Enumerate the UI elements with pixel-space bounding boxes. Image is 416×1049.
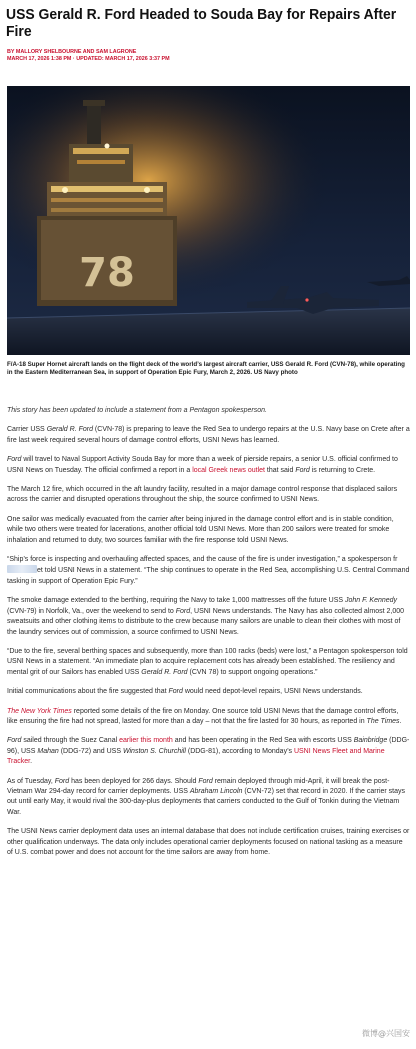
link-fleet-tracker[interactable]: USNI News Fleet and Marine Tracker xyxy=(7,747,385,766)
paragraph-12: The USNI News carrier deployment data uses an internal database that does not include certification cruises, training exercises or other qualification underways. The data only includes operational carrier deployments focused on national tasking as a measure of U.S. combat power and does not account for the time sailors are away from home. xyxy=(7,828,410,856)
paragraph-2: Ford will travel to Naval Support Activity Souda Bay for more than a week of pierside repairs, a senior U.S. official confirmed to USNI News on Tuesday. The official confirmed a report in a local Greek news outlet that said Ford is returning to Crete. xyxy=(7,456,398,474)
article-title xyxy=(6,6,397,40)
photo-caption: F/A-18 Super Hornet aircraft lands on the flight deck of the world’s largest aircraft carrier, USS Gerald R. Ford (CVN-78), while operating in the Eastern Mediterranean Sea, in support of Operation Epic Fury, March 2, 2026. US Navy photo xyxy=(7,361,405,376)
link-new-york-times[interactable]: The New York Times xyxy=(7,707,72,715)
hero-photo xyxy=(7,86,410,355)
redacted-blur xyxy=(7,565,37,573)
link-earlier-this-month[interactable]: earlier this month xyxy=(119,737,173,745)
paragraph-4: One sailor was medically evacuated from the carrier after being injured in the damage control effort and is in stable condition, while two others were treated for lacerations, another official told USNI News. More than 200 sailors were treated for smoke inhalation and returned to duty, two sources familiar with the fire response told USNI News. xyxy=(7,515,394,544)
hull-number: 78 xyxy=(79,250,135,296)
paragraph-10: Ford sailed through the Suez Canal earlier this month and has been operating in the Red Sea with escorts USS Bainbridge (DDG-96), USS Mahan (DDG-72) and USS Winston S. Churchill (DDG-81), according to Monday’s USNI News Fleet and Marine Tracker. xyxy=(7,737,410,766)
byline-dates: MARCH 17, 2026 1:38 PM · UPDATED: MARCH 17, 2026 3:37 PM xyxy=(7,56,170,62)
paragraph-9: The New York Times reported some details of the fire on Monday. One source told USNI News that the damage control efforts, like ensuring the fire had not spread, lasted for more than a day – not that the fire lasted for 30 hours, as reported in The Times. xyxy=(7,707,402,725)
hero-photo-illustration xyxy=(7,86,410,355)
watermark: 微博@兴国安 xyxy=(362,1029,410,1038)
paragraph-8: Initial communications about the fire suggested that Ford would need depot-level repairs, USNI News understands. xyxy=(7,688,363,696)
paragraph-11: As of Tuesday, Ford has been deployed for 266 days. Should Ford remain deployed through mid-April, it will break the post-Vietnam War 294-day record for carrier deployments. USS Abraham Lincoln (CVN-72) set that record in 2020. If the carrier stays out until early May, it would rival the 300-day-plus deployments that carriers conducted to the Gulf of Tonkin during the Vietnam War. xyxy=(7,777,406,816)
paragraph-5: “Ship’s force is inspecting and overhauling affected spaces, and the cause of the fire is under investigation,” a spokesperson fret told USNI News in a statement. “The ship continues to operate in the Red Sea, accomplishing U.S. Central Command tasking in support of Operation Epic Fury.” xyxy=(7,556,410,585)
byline xyxy=(7,49,170,63)
title-line-2: Fire xyxy=(6,23,32,40)
paragraph-1: Carrier USS Gerald R. Ford (CVN-78) is preparing to leave the Red Sea to undergo repairs at the U.S. Navy base on Crete after a fire last week required several hours of damage control efforts, USNI News has learned. xyxy=(7,426,410,444)
byline-authors[interactable]: BY MALLORY SHELBOURNE AND SAM LAGRONE xyxy=(7,49,137,55)
update-note: This story has been updated to include a statement from a Pentagon spokesperson. xyxy=(7,407,267,414)
link-local-greek-news[interactable]: local Greek news outlet xyxy=(192,466,265,474)
title-line-1: USS Gerald R. Ford Headed to Souda Bay for Repairs After xyxy=(6,6,397,23)
paragraph-6: The smoke damage extended to the berthing, requiring the Navy to take 1,000 mattresses off the future USS John F. Kennedy (CVN-79) in Norfolk, Va., over the weekend to send to Ford, USNI News understands. The Navy has also collected almost 2,000 sweatsuits and other clothing items to distribute to the crew because many sailors are unable to clean their clothes with most of the laundry services out of commission, a source confirmed to USNI News. xyxy=(7,597,405,636)
paragraph-7: “Due to the fire, several berthing spaces and subsequently, more than 100 racks (beds) were lost,” a Pentagon spokesperson told USNI News in a statement. “An immediate plan to acquire replacement cots has already been established. The resiliency and mental grit of our Sailors has enabled USS Gerald R. Ford (CVN 78) to support ongoing operations.” xyxy=(7,647,408,676)
paragraph-3: The March 12 fire, which occurred in the aft laundry facility, resulted in a major damage control response that displaced sailors across the carrier and disrupted operations throughout the ship, the source confirmed to USNI News. xyxy=(7,486,398,504)
article-body xyxy=(7,406,410,867)
